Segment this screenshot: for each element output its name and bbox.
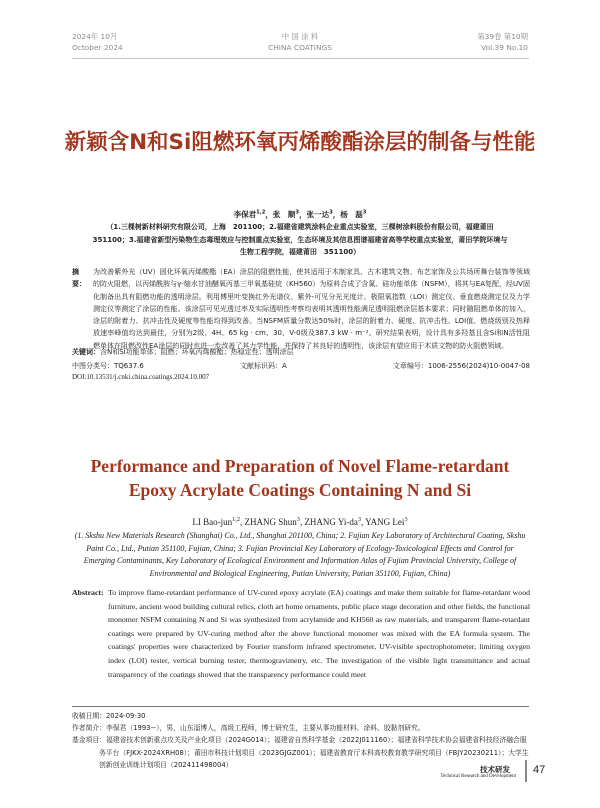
header-date-en: October 2024 (72, 43, 123, 52)
article-title-en (40, 454, 560, 502)
keywords-cn-label: 关键词： (72, 348, 100, 356)
doi: DOI:10.13531/j.cnki.china.coatings.2024.10.007 (72, 373, 210, 381)
header-journal-cn: 中 国 涂 料 (281, 32, 319, 41)
affiliations-en: (1. Skshu New Materials Research (Shanghai) Co., Ltd., Shanghai 201100, China; 2. Fujian Key Laboratory of Architectural Coating, Skshu Paint Co., Ltd., Putian 351100, Fujian, China; 3. Fujian Provincial Key Laboratory of Ecology-Toxicological Effects and Control for Emerging Contaminants, Key Laboratory of Ecological Environment and Information Atlas of Fujian Provincial University, College of Environmental and Biological Engineering, Putian University, Putian 351100, Fujian, China) (74, 531, 526, 578)
header-date-cn: 2024年 10月 (72, 32, 118, 41)
authors-cn: 李保君$^{1,2}$，张 顺$^3$，张一达$^3$，杨 磊$^3$ (233, 209, 367, 219)
abstract-cn (72, 266, 530, 352)
keywords-cn (72, 346, 530, 358)
article-number: 文章编号：1006-2556(2024)10-0047-08 (392, 362, 530, 370)
article-title-cn: 新颖含N和Si阻燃环氧丙烯酸酯涂层的制备与性能 (64, 130, 536, 155)
abstract-en-text: To improve flame-retardant performance of UV-cured epoxy acrylate (EA) coatings and make them suitable for flame-retardant wood furniture, ancient wood building cultural relics, cloth art home ornaments, public place stage decoration and other fields, the functional monomer NSFM containing N and Si was synthesized from acrylamide and KH560 as raw materials, and transparent flame-retardant coatings were prepared by UV-curing method after the above functional monomer was mixed with the EA formula system. The coatings' properties were characterized by Fourier transform infrared spectrometer, UV-visible spectrophotometer, limiting oxygen index (LOI) tester, vertical burning tester, thermogravimetry, etc. The investigation of the visible light transmittance and actual transparency of the coatings showed that the transparency performance could meet (108, 588, 530, 679)
footer-divider-bar (525, 760, 527, 782)
keywords-cn-text: 含N和Si功能单体；阻燃；环氧丙烯酸酯；热稳定性；透明涂层 (100, 348, 294, 356)
header-issue-cn: 第39卷 第10期 (477, 32, 528, 41)
footer-section-en: Technical Research and Development (440, 774, 516, 779)
abstract-en-label: Abstract: (72, 588, 104, 597)
authors-en: LI Bao-jun$^{1,2}$, ZHANG Shun$^3$, ZHANG $Yi-da^3$, YANG Lei$^3$ (192, 516, 408, 527)
clc-number: 中图分类号：TQ637.6 (72, 362, 144, 370)
footer-section-cn: 技术研发 (480, 765, 510, 774)
article-title-en-line-2: Epoxy Acrylate Coatings Containing N and Si (128, 480, 472, 500)
footnotes (72, 710, 530, 771)
footnote-funding: 基金项目：福建省技术创新重点攻关及产业化项目（2024G014）；福建省自然科学基金（2022J011160）；福建省科学技术协会福建省科技经济融合服务平台（FJKX-2024XRH08）；莆田市科技计划项目（2023GJGZ001）；福建省教育厅本科高校教育教学研究项目（FBJY20230211）；大学生创新创业训练计划项目（202411498004） (72, 736, 529, 769)
header-divider (72, 58, 529, 59)
affiliations-cn: （1.三棵树新材料研究有限公司，上海 201100；2.福建省建筑涂料企业重点实验室，三棵树涂料股份有限公司，福建莆田 351100；3.福建省新型污染物生态毒理效应与控制重点实验室，生态环境及其信息图谱福建省高等学校重点实验室，莆田学院环境与生物工程学院，福建莆田 351100） (92, 223, 508, 257)
abstract-cn-label: 摘 要： (72, 268, 86, 289)
document-code: 文献标识码：A (240, 362, 287, 370)
footnote-divider (72, 706, 529, 707)
abstract-en (72, 586, 530, 681)
page-number: 47 (533, 764, 546, 776)
abstract-cn-text: 为改善紫外光（UV）固化环氧丙烯酸酯（EA）涂层的阻燃性能，使其适用于木制家具、古木建筑文物、布艺家饰及公共场所舞台装饰等领域的防火阻燃，以丙烯酰胺与γ-缩水甘油醚氧丙基三甲氧基硅烷（KH560）为原料合成了含氮、硅功能单体（NSFM），将其与EA复配，经UV固化制备出具有阻燃功能的透明涂层。利用傅里叶变换红外光谱仪、紫外-可见分光光度计、极限氧指数（LOI）测定仪、垂直燃烧测定仪及力学测定仪等测定了涂层的性能。该涂层可见光透过率及实际透明性考察均表明其透明性能满足透明阻燃涂层基本要求；同时随阻燃单体的加入，涂层的附着力、抗冲击性及硬度等性能均得到改善。当NSFM质量分数达50%时，涂层的附着力、硬度、抗冲击性、LOI值、燃烧级别及热释放速率峰值均达到最佳，分别为2级、4H、65 kg · cm、30、V-0级及387.3 kW · m⁻²。研究结果表明，设计具有多羟基且含Si和N活性阻燃单体在阻燃改性EA涂层的同时也进一步改善了其力学性能，并保持了其良好的透明性，该涂层有望应用于木质文物的防火阻燃领域。 (93, 268, 530, 350)
header-issue-en: Vol.39 No.10 (481, 43, 528, 52)
header-journal-en: CHINA COATINGS (268, 43, 332, 52)
footnote-author-bio: 作者简介：李保君（1993−），男，山东淄博人，高级工程师，博士研究生，主要从事功能材料、涂料、胶黏剂研究。 (72, 724, 425, 733)
article-title-en-line-1: Performance and Preparation of Novel Flame-retardant (90, 456, 510, 476)
footnote-received: 收稿日期：2024-09-30 (72, 712, 146, 720)
header-volume-issue (477, 31, 528, 53)
